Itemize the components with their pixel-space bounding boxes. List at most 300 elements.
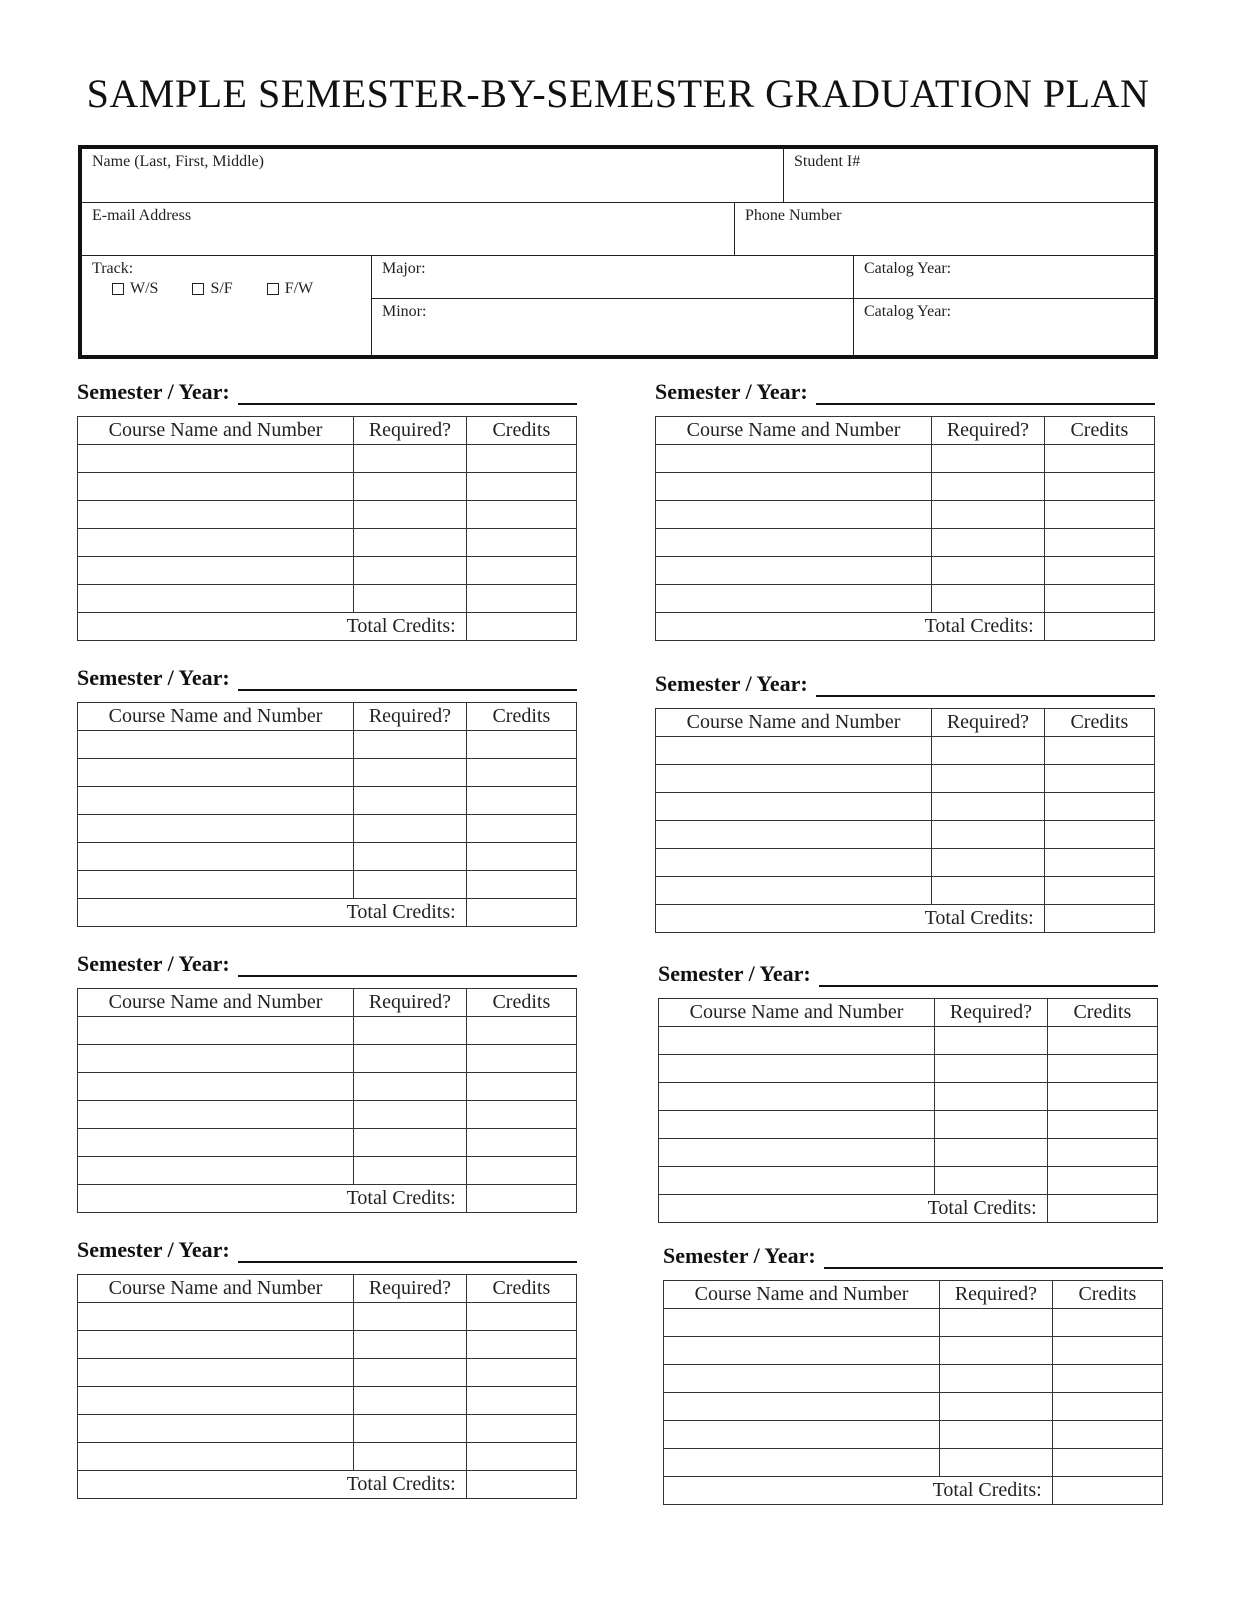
course-table bbox=[77, 1274, 577, 1499]
course-name-cell[interactable] bbox=[656, 501, 932, 529]
credits-cell[interactable] bbox=[1052, 1337, 1162, 1365]
credits-cell[interactable] bbox=[1044, 585, 1154, 613]
semester-block bbox=[655, 667, 1155, 933]
required-cell[interactable] bbox=[354, 1359, 467, 1387]
course-name-cell[interactable] bbox=[656, 473, 932, 501]
course-name-cell[interactable] bbox=[656, 445, 932, 473]
semester-year-label: Semester / Year: bbox=[655, 671, 808, 696]
checkbox-icon[interactable] bbox=[112, 283, 124, 295]
course-name-cell[interactable] bbox=[78, 1073, 354, 1101]
name-label: Name (Last, First, Middle) bbox=[92, 153, 264, 170]
credits-cell[interactable] bbox=[1047, 1139, 1157, 1167]
semester-year-field[interactable] bbox=[816, 383, 1155, 405]
credits-column-header: Credits bbox=[466, 989, 576, 1017]
credits-cell[interactable] bbox=[466, 1443, 576, 1471]
required-cell[interactable] bbox=[940, 1421, 1053, 1449]
total-row bbox=[78, 613, 577, 641]
required-cell[interactable] bbox=[354, 1129, 467, 1157]
total-row bbox=[656, 905, 1155, 933]
semester-block bbox=[658, 957, 1158, 1223]
credits-cell[interactable] bbox=[1044, 793, 1154, 821]
course-row bbox=[78, 1073, 577, 1101]
course-table bbox=[655, 708, 1155, 933]
page-title: SAMPLE SEMESTER-BY-SEMESTER GRADUATION PLAN bbox=[86, 71, 1150, 116]
course-table bbox=[658, 998, 1158, 1223]
semester-block bbox=[663, 1239, 1163, 1505]
required-cell[interactable] bbox=[354, 557, 467, 585]
total-credits-label: Total Credits: bbox=[78, 613, 467, 641]
catalog-year-label: Catalog Year: bbox=[864, 260, 952, 277]
required-cell[interactable] bbox=[932, 849, 1045, 877]
required-cell[interactable] bbox=[354, 1387, 467, 1415]
credits-cell[interactable] bbox=[1044, 557, 1154, 585]
course-row bbox=[78, 557, 577, 585]
email-label: E-mail Address bbox=[92, 207, 192, 224]
email-field[interactable] bbox=[82, 203, 732, 255]
track-option-sf[interactable]: S/F bbox=[192, 280, 232, 298]
course-table-header bbox=[78, 989, 577, 1017]
phone-field[interactable] bbox=[735, 203, 1154, 255]
required-cell[interactable] bbox=[354, 1101, 467, 1129]
total-credits-cell[interactable] bbox=[1052, 1477, 1162, 1505]
course-table-header bbox=[78, 1275, 577, 1303]
course-row bbox=[78, 787, 577, 815]
checkbox-icon[interactable] bbox=[267, 283, 279, 295]
course-row bbox=[656, 473, 1155, 501]
course-name-cell[interactable] bbox=[656, 793, 932, 821]
required-cell[interactable] bbox=[932, 501, 1045, 529]
course-name-cell[interactable] bbox=[78, 815, 354, 843]
required-column-header: Required? bbox=[354, 989, 467, 1017]
course-row bbox=[78, 871, 577, 899]
required-cell[interactable] bbox=[354, 1415, 467, 1443]
total-row bbox=[78, 899, 577, 927]
required-cell[interactable] bbox=[932, 765, 1045, 793]
course-name-cell[interactable] bbox=[78, 1303, 354, 1331]
course-row bbox=[78, 501, 577, 529]
semester-header bbox=[655, 375, 1155, 405]
course-row bbox=[78, 731, 577, 759]
course-table-header bbox=[664, 1281, 1163, 1309]
course-name-cell[interactable] bbox=[78, 843, 354, 871]
credits-cell[interactable] bbox=[1047, 1167, 1157, 1195]
course-name-cell[interactable] bbox=[664, 1309, 940, 1337]
course-name-cell[interactable] bbox=[659, 1167, 935, 1195]
course-name-cell[interactable] bbox=[78, 585, 354, 613]
required-cell[interactable] bbox=[940, 1337, 1053, 1365]
credits-cell[interactable] bbox=[466, 1157, 576, 1185]
course-row bbox=[656, 557, 1155, 585]
semester-header bbox=[77, 375, 577, 405]
required-column-header: Required? bbox=[935, 999, 1048, 1027]
semester-block bbox=[77, 1233, 577, 1499]
total-row bbox=[659, 1195, 1158, 1223]
course-name-cell[interactable] bbox=[78, 1157, 354, 1185]
required-cell[interactable] bbox=[935, 1027, 1048, 1055]
course-name-cell[interactable] bbox=[78, 1443, 354, 1471]
total-credits-label: Total Credits: bbox=[656, 905, 1045, 933]
required-cell[interactable] bbox=[354, 445, 467, 473]
required-cell[interactable] bbox=[935, 1083, 1048, 1111]
required-cell[interactable] bbox=[932, 557, 1045, 585]
credits-cell[interactable] bbox=[466, 1017, 576, 1045]
semester-year-field[interactable] bbox=[238, 383, 577, 405]
semester-year-label: Semester / Year: bbox=[77, 379, 230, 404]
required-cell[interactable] bbox=[354, 1443, 467, 1471]
required-cell[interactable] bbox=[940, 1309, 1053, 1337]
credits-cell[interactable] bbox=[466, 501, 576, 529]
semester-header bbox=[77, 661, 577, 691]
semester-year-field[interactable] bbox=[238, 955, 577, 977]
required-cell[interactable] bbox=[932, 529, 1045, 557]
checkbox-icon[interactable] bbox=[192, 283, 204, 295]
credits-cell[interactable] bbox=[466, 585, 576, 613]
course-row bbox=[659, 1167, 1158, 1195]
course-column-header: Course Name and Number bbox=[656, 709, 932, 737]
course-name-cell[interactable] bbox=[659, 1055, 935, 1083]
required-cell[interactable] bbox=[935, 1111, 1048, 1139]
credits-cell[interactable] bbox=[466, 759, 576, 787]
course-row bbox=[78, 1387, 577, 1415]
course-name-cell[interactable] bbox=[78, 1359, 354, 1387]
required-cell[interactable] bbox=[354, 1045, 467, 1073]
credits-cell[interactable] bbox=[1044, 849, 1154, 877]
course-table bbox=[77, 702, 577, 927]
course-name-cell[interactable] bbox=[656, 821, 932, 849]
course-name-cell[interactable] bbox=[78, 759, 354, 787]
credits-cell[interactable] bbox=[1052, 1365, 1162, 1393]
major-catalog-year-field[interactable] bbox=[854, 256, 1154, 298]
semester-header bbox=[77, 947, 577, 977]
credits-cell[interactable] bbox=[466, 445, 576, 473]
credits-cell[interactable] bbox=[466, 787, 576, 815]
semester-year-label: Semester / Year: bbox=[77, 665, 230, 690]
credits-column-header: Credits bbox=[466, 1275, 576, 1303]
course-row bbox=[656, 821, 1155, 849]
course-table bbox=[655, 416, 1155, 641]
credits-column-header: Credits bbox=[1052, 1281, 1162, 1309]
semester-block bbox=[77, 375, 577, 641]
semester-year-field[interactable] bbox=[816, 675, 1155, 697]
required-cell[interactable] bbox=[940, 1365, 1053, 1393]
required-cell[interactable] bbox=[354, 585, 467, 613]
student-id-field[interactable] bbox=[784, 149, 1154, 202]
required-cell[interactable] bbox=[932, 445, 1045, 473]
total-row bbox=[78, 1185, 577, 1213]
course-row bbox=[659, 1055, 1158, 1083]
credits-cell[interactable] bbox=[466, 1415, 576, 1443]
course-name-cell[interactable] bbox=[659, 1083, 935, 1111]
course-row bbox=[78, 1157, 577, 1185]
credits-cell[interactable] bbox=[1052, 1309, 1162, 1337]
track-label: Track: bbox=[92, 260, 134, 277]
semester-year-label: Semester / Year: bbox=[655, 379, 808, 404]
course-row bbox=[664, 1449, 1163, 1477]
course-row bbox=[664, 1337, 1163, 1365]
total-credits-cell[interactable] bbox=[1047, 1195, 1157, 1223]
required-cell[interactable] bbox=[354, 843, 467, 871]
total-credits-label: Total Credits: bbox=[78, 1185, 467, 1213]
semester-year-label: Semester / Year: bbox=[658, 961, 811, 986]
semester-year-field[interactable] bbox=[819, 965, 1158, 987]
course-name-cell[interactable] bbox=[78, 731, 354, 759]
course-row bbox=[656, 529, 1155, 557]
course-row bbox=[78, 1359, 577, 1387]
course-row bbox=[78, 585, 577, 613]
credits-cell[interactable] bbox=[1044, 877, 1154, 905]
credits-cell[interactable] bbox=[466, 1045, 576, 1073]
course-row bbox=[78, 815, 577, 843]
course-row bbox=[78, 1129, 577, 1157]
credits-column-header: Credits bbox=[1047, 999, 1157, 1027]
course-row bbox=[78, 529, 577, 557]
credits-cell[interactable] bbox=[1044, 821, 1154, 849]
course-name-cell[interactable] bbox=[78, 1331, 354, 1359]
course-name-cell[interactable] bbox=[78, 787, 354, 815]
minor-catalog-year-field[interactable] bbox=[854, 299, 1154, 355]
course-row bbox=[664, 1309, 1163, 1337]
credits-cell[interactable] bbox=[1044, 529, 1154, 557]
course-name-cell[interactable] bbox=[656, 557, 932, 585]
credits-cell[interactable] bbox=[1047, 1083, 1157, 1111]
track-field bbox=[82, 256, 371, 355]
required-column-header: Required? bbox=[354, 1275, 467, 1303]
credits-cell[interactable] bbox=[1047, 1055, 1157, 1083]
name-field[interactable] bbox=[82, 149, 782, 202]
required-column-header: Required? bbox=[932, 417, 1045, 445]
course-row bbox=[659, 1083, 1158, 1111]
course-column-header: Course Name and Number bbox=[78, 989, 354, 1017]
course-name-cell[interactable] bbox=[78, 1017, 354, 1045]
required-cell[interactable] bbox=[354, 759, 467, 787]
total-credits-label: Total Credits: bbox=[656, 613, 1045, 641]
credits-cell[interactable] bbox=[1044, 765, 1154, 793]
course-column-header: Course Name and Number bbox=[664, 1281, 940, 1309]
course-name-cell[interactable] bbox=[78, 1101, 354, 1129]
course-table-header bbox=[656, 417, 1155, 445]
course-name-cell[interactable] bbox=[78, 473, 354, 501]
credits-cell[interactable] bbox=[466, 815, 576, 843]
required-cell[interactable] bbox=[354, 473, 467, 501]
course-row bbox=[78, 1101, 577, 1129]
total-credits-cell[interactable] bbox=[1044, 613, 1154, 641]
course-row bbox=[656, 585, 1155, 613]
phone-label: Phone Number bbox=[745, 207, 842, 224]
required-cell[interactable] bbox=[354, 815, 467, 843]
total-row bbox=[664, 1477, 1163, 1505]
catalog-year-label: Catalog Year: bbox=[864, 303, 952, 320]
major-field[interactable] bbox=[372, 256, 853, 298]
required-cell[interactable] bbox=[932, 473, 1045, 501]
course-table-header bbox=[78, 703, 577, 731]
course-name-cell[interactable] bbox=[664, 1449, 940, 1477]
credits-cell[interactable] bbox=[466, 1359, 576, 1387]
minor-label: Minor: bbox=[382, 303, 427, 320]
course-name-cell[interactable] bbox=[78, 1129, 354, 1157]
credits-cell[interactable] bbox=[1044, 737, 1154, 765]
semester-year-field[interactable] bbox=[824, 1247, 1163, 1269]
course-row bbox=[659, 1111, 1158, 1139]
required-cell[interactable] bbox=[940, 1449, 1053, 1477]
semester-header bbox=[658, 957, 1158, 987]
course-table bbox=[77, 416, 577, 641]
required-cell[interactable] bbox=[932, 737, 1045, 765]
credits-cell[interactable] bbox=[1047, 1111, 1157, 1139]
semester-block bbox=[77, 947, 577, 1213]
credits-cell[interactable] bbox=[1044, 473, 1154, 501]
course-name-cell[interactable] bbox=[78, 1387, 354, 1415]
required-column-header: Required? bbox=[940, 1281, 1053, 1309]
credits-cell[interactable] bbox=[466, 557, 576, 585]
total-credits-cell[interactable] bbox=[466, 1471, 576, 1499]
credits-cell[interactable] bbox=[1044, 501, 1154, 529]
credits-column-header: Credits bbox=[1044, 709, 1154, 737]
course-name-cell[interactable] bbox=[78, 501, 354, 529]
course-name-cell[interactable] bbox=[78, 445, 354, 473]
course-name-cell[interactable] bbox=[656, 529, 932, 557]
course-name-cell[interactable] bbox=[659, 1027, 935, 1055]
course-row bbox=[656, 445, 1155, 473]
credits-cell[interactable] bbox=[466, 843, 576, 871]
credits-cell[interactable] bbox=[466, 529, 576, 557]
minor-field[interactable] bbox=[372, 299, 853, 355]
course-name-cell[interactable] bbox=[78, 871, 354, 899]
required-cell[interactable] bbox=[932, 585, 1045, 613]
course-name-cell[interactable] bbox=[659, 1111, 935, 1139]
course-name-cell[interactable] bbox=[659, 1139, 935, 1167]
credits-cell[interactable] bbox=[1047, 1027, 1157, 1055]
track-option-fw[interactable]: F/W bbox=[267, 280, 313, 298]
course-row bbox=[78, 1415, 577, 1443]
required-column-header: Required? bbox=[932, 709, 1045, 737]
credits-cell[interactable] bbox=[466, 1073, 576, 1101]
total-credits-label: Total Credits: bbox=[78, 899, 467, 927]
course-row bbox=[78, 445, 577, 473]
course-row bbox=[656, 877, 1155, 905]
course-name-cell[interactable] bbox=[78, 1415, 354, 1443]
credits-cell[interactable] bbox=[466, 1331, 576, 1359]
total-credits-label: Total Credits: bbox=[78, 1471, 467, 1499]
course-row bbox=[78, 473, 577, 501]
required-cell[interactable] bbox=[354, 529, 467, 557]
course-name-cell[interactable] bbox=[664, 1393, 940, 1421]
course-row bbox=[664, 1393, 1163, 1421]
credits-cell[interactable] bbox=[466, 1387, 576, 1415]
credits-cell[interactable] bbox=[466, 731, 576, 759]
total-credits-cell[interactable] bbox=[466, 613, 576, 641]
credits-cell[interactable] bbox=[1052, 1421, 1162, 1449]
course-row bbox=[656, 849, 1155, 877]
total-credits-cell[interactable] bbox=[466, 1185, 576, 1213]
major-label: Major: bbox=[382, 260, 426, 277]
total-credits-label: Total Credits: bbox=[659, 1195, 1048, 1223]
course-name-cell[interactable] bbox=[664, 1365, 940, 1393]
total-credits-cell[interactable] bbox=[1044, 905, 1154, 933]
total-row bbox=[78, 1471, 577, 1499]
course-name-cell[interactable] bbox=[78, 1045, 354, 1073]
course-row bbox=[78, 1443, 577, 1471]
track-option-ws[interactable]: W/S bbox=[112, 280, 158, 298]
course-name-cell[interactable] bbox=[656, 585, 932, 613]
semester-header bbox=[77, 1233, 577, 1263]
credits-cell[interactable] bbox=[1052, 1449, 1162, 1477]
credits-cell[interactable] bbox=[1044, 445, 1154, 473]
course-row bbox=[659, 1027, 1158, 1055]
required-cell[interactable] bbox=[354, 501, 467, 529]
credits-cell[interactable] bbox=[466, 473, 576, 501]
course-name-cell[interactable] bbox=[656, 849, 932, 877]
course-name-cell[interactable] bbox=[78, 557, 354, 585]
required-cell[interactable] bbox=[935, 1167, 1048, 1195]
required-cell[interactable] bbox=[932, 877, 1045, 905]
course-name-cell[interactable] bbox=[656, 765, 932, 793]
course-table-header bbox=[656, 709, 1155, 737]
course-name-cell[interactable] bbox=[664, 1421, 940, 1449]
required-cell[interactable] bbox=[354, 1331, 467, 1359]
course-row bbox=[659, 1139, 1158, 1167]
course-table-header bbox=[78, 417, 577, 445]
course-column-header: Course Name and Number bbox=[78, 703, 354, 731]
credits-column-header: Credits bbox=[466, 417, 576, 445]
course-row bbox=[656, 737, 1155, 765]
semester-block bbox=[655, 375, 1155, 641]
course-row bbox=[664, 1365, 1163, 1393]
semester-header bbox=[663, 1239, 1163, 1269]
course-name-cell[interactable] bbox=[656, 737, 932, 765]
credits-column-header: Credits bbox=[466, 703, 576, 731]
credits-cell[interactable] bbox=[466, 1129, 576, 1157]
credits-cell[interactable] bbox=[466, 1101, 576, 1129]
course-row bbox=[78, 1017, 577, 1045]
course-column-header: Course Name and Number bbox=[78, 1275, 354, 1303]
course-row bbox=[78, 1303, 577, 1331]
semester-year-label: Semester / Year: bbox=[77, 1237, 230, 1262]
credits-cell[interactable] bbox=[466, 871, 576, 899]
course-name-cell[interactable] bbox=[656, 877, 932, 905]
credits-cell[interactable] bbox=[1052, 1393, 1162, 1421]
total-credits-label: Total Credits: bbox=[664, 1477, 1053, 1505]
total-credits-cell[interactable] bbox=[466, 899, 576, 927]
credits-column-header: Credits bbox=[1044, 417, 1154, 445]
required-cell[interactable] bbox=[354, 787, 467, 815]
total-row bbox=[656, 613, 1155, 641]
semester-year-field[interactable] bbox=[238, 1241, 577, 1263]
required-cell[interactable] bbox=[354, 1303, 467, 1331]
required-column-header: Required? bbox=[354, 417, 467, 445]
required-cell[interactable] bbox=[935, 1055, 1048, 1083]
course-name-cell[interactable] bbox=[78, 529, 354, 557]
course-name-cell[interactable] bbox=[664, 1337, 940, 1365]
required-cell[interactable] bbox=[354, 871, 467, 899]
course-row bbox=[656, 765, 1155, 793]
required-cell[interactable] bbox=[940, 1393, 1053, 1421]
credits-cell[interactable] bbox=[466, 1303, 576, 1331]
required-column-header: Required? bbox=[354, 703, 467, 731]
required-cell[interactable] bbox=[354, 1073, 467, 1101]
semester-block bbox=[77, 661, 577, 927]
required-cell[interactable] bbox=[354, 731, 467, 759]
semester-year-label: Semester / Year: bbox=[77, 951, 230, 976]
semester-year-field[interactable] bbox=[238, 669, 577, 691]
required-cell[interactable] bbox=[354, 1017, 467, 1045]
required-cell[interactable] bbox=[935, 1139, 1048, 1167]
course-column-header: Course Name and Number bbox=[656, 417, 932, 445]
course-row bbox=[78, 843, 577, 871]
semester-year-label: Semester / Year: bbox=[663, 1243, 816, 1268]
required-cell[interactable] bbox=[932, 793, 1045, 821]
required-cell[interactable] bbox=[932, 821, 1045, 849]
required-cell[interactable] bbox=[354, 1157, 467, 1185]
